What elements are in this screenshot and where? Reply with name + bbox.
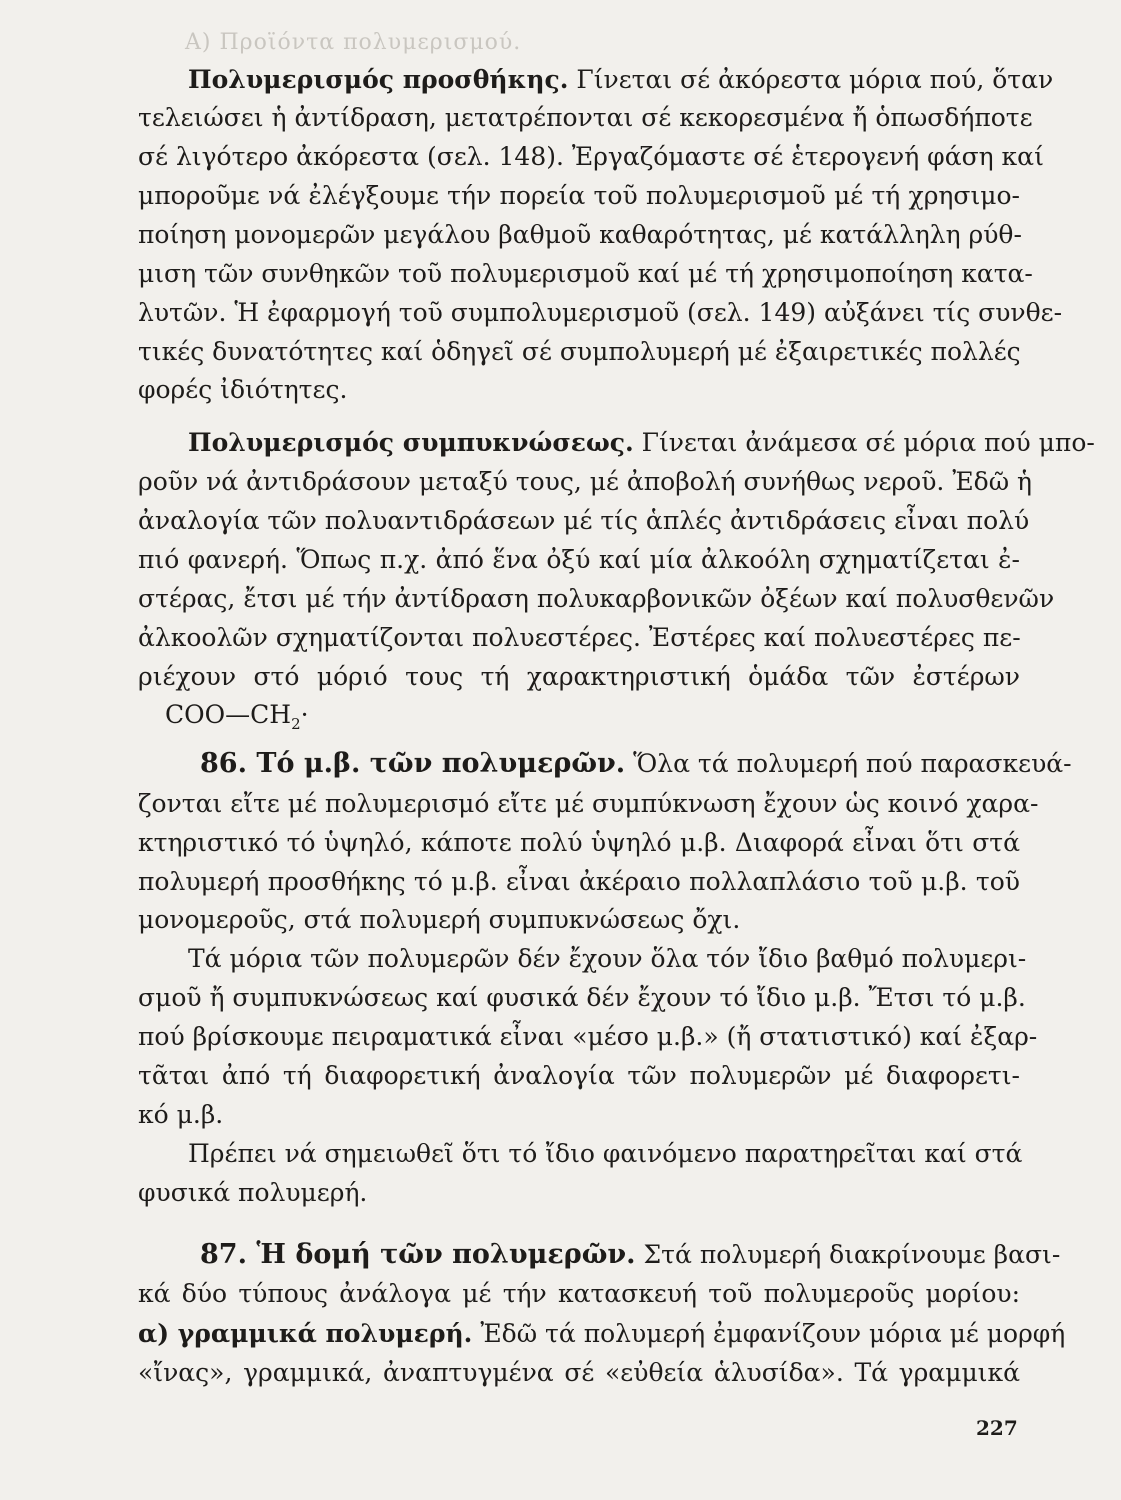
ester-group-formula xyxy=(165,697,309,742)
s86-line-1 xyxy=(138,746,1072,782)
s86-p2-line-5: κό μ.β. xyxy=(138,1100,224,1129)
p1-line-8: τικές δυνατότητες καί ὁδηγεῖ σέ συμπολυμερή μέ ἐξαιρετικές πολλές xyxy=(138,337,1021,366)
s86-heading: 86. Τό μ.β. τῶν πολυμερῶν. xyxy=(200,748,626,779)
p1-line-1-text: Γίνεται σέ ἀκόρεστα μόρια πού, ὅταν xyxy=(568,65,1054,94)
p1-line-5: ποίηση μονομερῶν μεγάλου βαθμοῦ καθαρότητας, μέ κατάλληλη ρύθ- xyxy=(138,220,1022,249)
formula-main: COO—CH xyxy=(165,700,292,729)
formula-subscript: 2 xyxy=(291,715,301,733)
s86-p2-line-4: τᾶται ἀπό τή διαφορετική ἀναλογία τῶν πολυμερῶν μέ διαφορετι- xyxy=(138,1061,1020,1090)
p1-line-1 xyxy=(138,62,1054,98)
s87-item-line-1 xyxy=(138,1316,1066,1352)
p2-line-5: στέρας, ἔτσι μέ τήν ἀντίδραση πολυκαρβονικῶν ὀξέων καί πολυσθενῶν xyxy=(138,584,1055,613)
s87-line-2: κά δύο τύπους ἀνάλογα μέ τήν κατασκευή τοῦ πολυμεροῦς μορίου: xyxy=(138,1279,1020,1308)
p1-line-9: φορές ἰδιότητες. xyxy=(138,375,348,404)
s86-line-4: πολυμερή προσθήκης τό μ.β. εἶναι ἀκέραιο πολλαπλάσιο τοῦ μ.β. τοῦ xyxy=(138,867,1020,896)
s86-line-1-text: Ὅλα τά πολυμερή πού παρασκευά- xyxy=(625,749,1072,778)
p2-line-3: ἀναλογία τῶν πολυαντιδράσεων μέ τίς ἁπλές ἀντιδράσεις εἶναι πολύ xyxy=(138,506,1030,535)
formula-tail: · xyxy=(300,700,309,729)
p2-lead: Πολυμερισμός συμπυκνώσεως. xyxy=(188,428,634,457)
p2-line-4: πιό φανερή. Ὅπως π.χ. ἀπό ἕνα ὀξύ καί μία ἀλκοόλη σχηματίζεται ἐ- xyxy=(138,545,1020,574)
s86-p2-line-1: Τά μόρια τῶν πολυμερῶν δέν ἔχουν ὅλα τόν ἴδιο βαθμό πολυμερι- xyxy=(188,944,1027,973)
s86-line-5: μονομεροῦς, στά πολυμερή συμπυκνώσεως ὄχι. xyxy=(138,905,741,934)
p1-line-6: μιση τῶν συνθηκῶν τοῦ πολυμερισμοῦ καί μέ τή χρησιμοποίηση κατα- xyxy=(138,259,1033,288)
p1-lead: Πολυμερισμός προσθήκης. xyxy=(188,65,569,94)
p2-line-1-text: Γίνεται ἀνάμεσα σέ μόρια πού μπο- xyxy=(633,428,1095,457)
s87-line-1-text: Στά πολυμερή διακρίνουμε βασι- xyxy=(635,1240,1061,1269)
s86-p3-line-2: φυσικά πολυμερή. xyxy=(138,1178,368,1207)
s86-line-3: κτηριστικό τό ὑψηλό, κάποτε πολύ ὑψηλό μ.β. Διαφορά εἶναι ὅτι στά xyxy=(138,828,1020,857)
p2-line-6: ἀλκοολῶν σχηματίζονται πολυεστέρες. Ἐστέρες καί πολυεστέρες πε- xyxy=(138,623,1021,652)
s86-p2-line-3: πού βρίσκουμε πειραματικά εἶναι «μέσο μ.β.» (ἤ στατιστικό) καί ἐξαρ- xyxy=(138,1022,1038,1051)
page-number: 227 xyxy=(976,1416,1018,1440)
s86-p2-line-2: σμοῦ ἤ συμπυκνώσεως καί φυσικά δέν ἔχουν τό ἴδιο μ.β. Ἔτσι τό μ.β. xyxy=(138,983,1026,1012)
s87-heading: 87. Ἡ δομή τῶν πολυμερῶν. xyxy=(200,1239,636,1270)
s87-item-lead: α) γραμμικά πολυμερή. xyxy=(138,1319,473,1348)
s86-line-2: ζονται εἴτε μέ πολυμερισμό εἴτε μέ συμπύκνωση ἔχουν ὡς κοινό χαρα- xyxy=(138,789,1039,818)
p2-line-1 xyxy=(138,425,1095,461)
p1-line-7: λυτῶν. Ἡ ἐφαρμογή τοῦ συμπολυμερισμοῦ (σελ. 149) αὐξάνει τίς συνθε- xyxy=(138,298,1063,327)
p2-line-2: ροῦν νά ἀντιδράσουν μεταξύ τους, μέ ἀποβολή συνήθως νεροῦ. Ἐδῶ ἡ xyxy=(138,467,1033,496)
p2-line-7: ριέχουν στό μόριό τους τή χαρακτηριστική ὁμάδα τῶν ἐστέρων xyxy=(138,662,1020,691)
s87-item-line-1-text: Ἐδῶ τά πολυμερή ἐμφανίζουν μόρια μέ μορφή xyxy=(472,1319,1066,1348)
s86-p3-line-1: Πρέπει νά σημειωθεῖ ὅτι τό ἴδιο φαινόμενο παρατηρεῖται καί στά xyxy=(188,1139,1023,1168)
p1-line-3: σέ λιγότερο ἀκόρεστα (σελ. 148). Ἐργαζόμαστε σέ ἑτερογενή φάση καί xyxy=(138,142,1044,171)
bleed-through-header: Α) Προϊόντα πολυμερισμού. xyxy=(185,30,522,55)
p1-line-4: μποροῦμε νά ἐλέγξουμε τήν πορεία τοῦ πολυμερισμοῦ μέ τή χρησιμο- xyxy=(138,181,1020,210)
s87-item-line-2: «ἴνας», γραμμικά, ἀναπτυγμένα σέ «εὐθεία ἁλυσίδα». Τά γραμμικά xyxy=(138,1358,1020,1387)
s87-line-1 xyxy=(138,1237,1061,1273)
p1-line-2: τελειώσει ἡ ἀντίδραση, μετατρέπονται σέ κεκορεσμένα ἤ ὁπωσδήποτε xyxy=(138,103,1033,132)
